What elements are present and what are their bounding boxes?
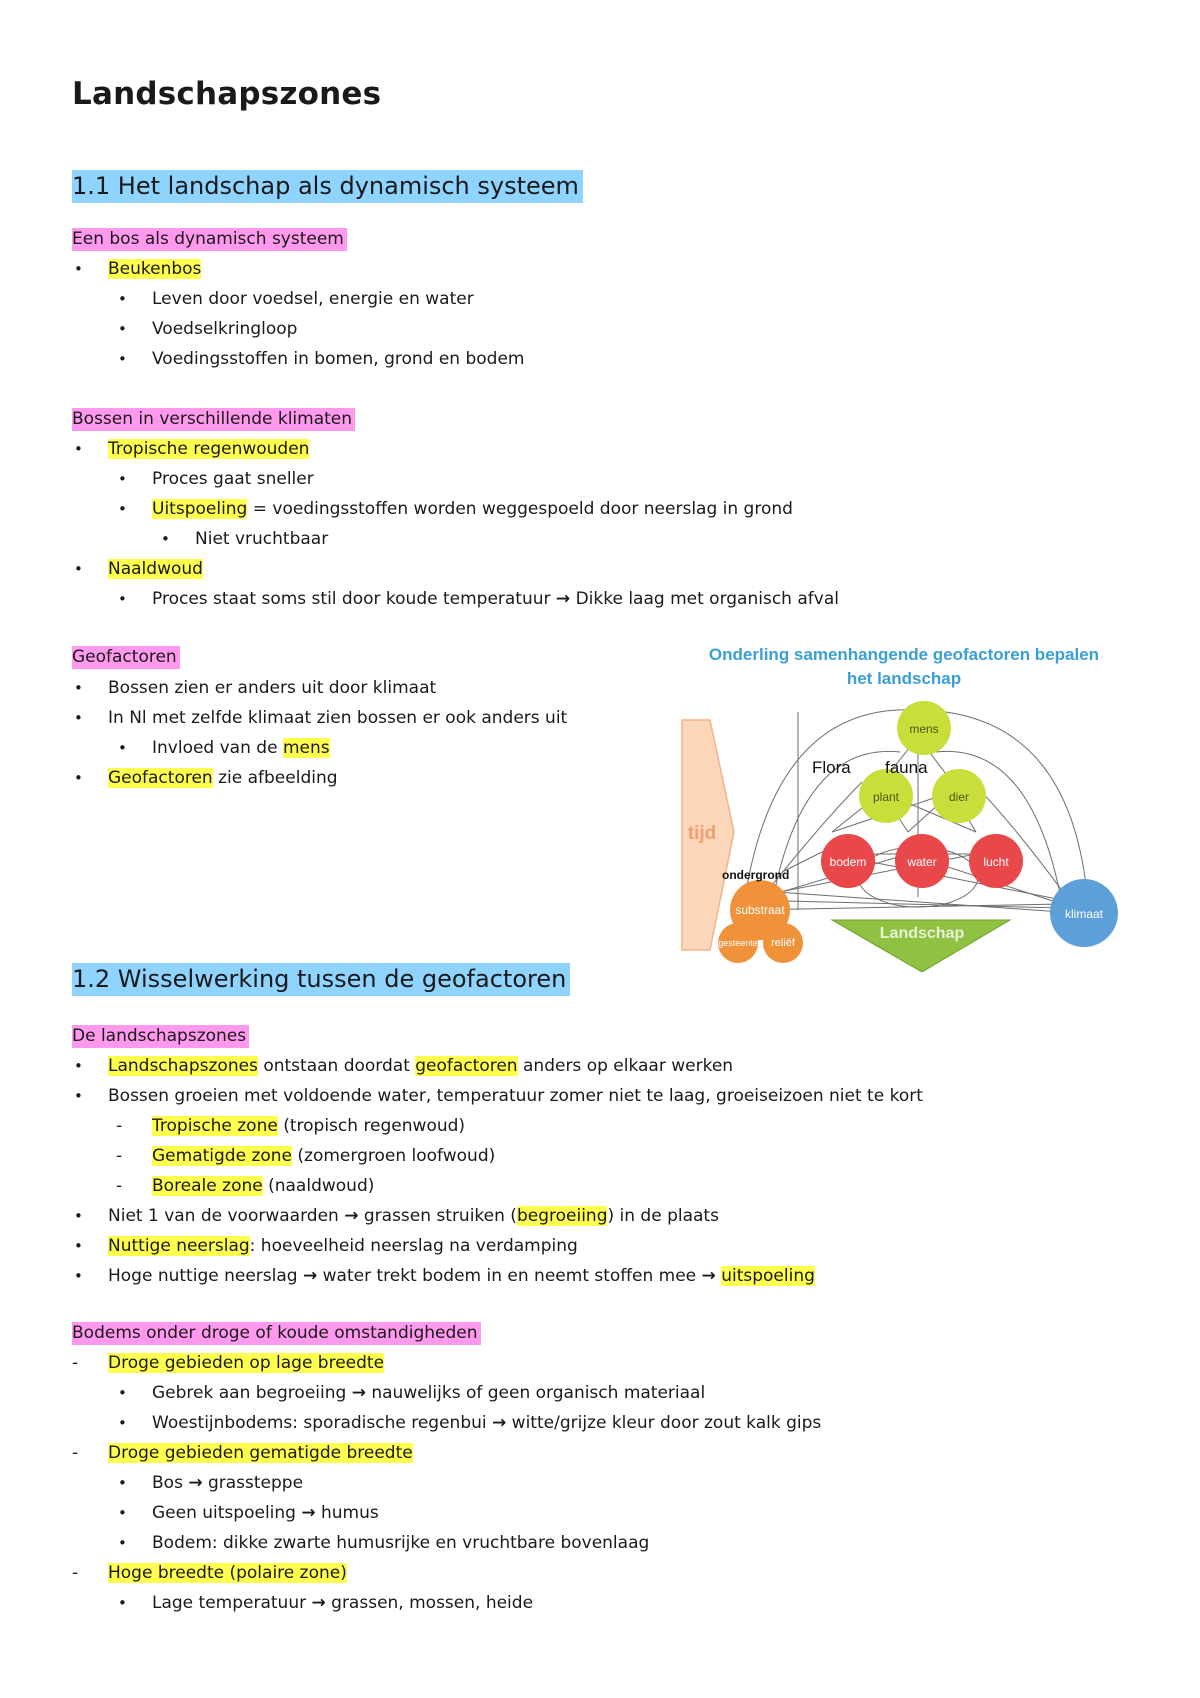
bullet-icon: • (74, 1207, 83, 1225)
item-text: ontstaan doordat (257, 1056, 416, 1076)
item-text: Woestijnbodems: sporadische regenbui (152, 1413, 493, 1433)
highlight-term: Droge gebieden op lage breedte (108, 1353, 385, 1373)
list-item (0, 1588, 821, 1618)
item-text: anders op elkaar werken (517, 1056, 734, 1076)
subheading-geofactoren: Geofactoren (72, 646, 180, 669)
section-heading-1-2: 1.2 Wisselwerking tussen de geofactoren (72, 963, 570, 996)
bullet-icon: • (74, 679, 83, 697)
arrow-right-icon: → (351, 1383, 366, 1403)
item-text: Voedselkringloop (152, 319, 298, 339)
flora-label: Flora (812, 758, 851, 777)
list-item (0, 284, 525, 314)
item-text: humus (315, 1503, 379, 1523)
list-item (0, 464, 839, 494)
dash-icon: - (72, 1563, 79, 1583)
item-text: Geen uitspoeling (152, 1503, 302, 1523)
subheading-bos-dynamisch: Een bos als dynamisch systeem (72, 228, 347, 251)
bullet-icon: • (118, 1474, 127, 1492)
list-item (0, 434, 839, 464)
bullet-icon: • (118, 500, 127, 518)
item-text: (zomergroen loofwoud) (292, 1146, 496, 1166)
subheading-bossen-klimaten: Bossen in verschillende klimaten (72, 408, 355, 431)
diagram-title-line2: het landschap (846, 669, 962, 688)
item-text: Niet vruchtbaar (195, 529, 329, 549)
dash-icon: - (116, 1116, 123, 1136)
bullet-icon: • (118, 1534, 127, 1552)
list-landschapszones (0, 1051, 923, 1291)
bullet-icon: • (74, 560, 83, 578)
bullet-icon: • (118, 1594, 127, 1612)
bullet-icon: • (118, 320, 127, 338)
water-label: water (907, 855, 937, 869)
list-item (0, 1051, 923, 1081)
arrow-right-icon: → (311, 1593, 326, 1613)
bullet-icon: • (118, 1414, 127, 1432)
highlight-term: Beukenbos (108, 259, 202, 279)
item-text: water trekt bodem in en neemt stoffen mee (317, 1266, 702, 1286)
list-item (0, 1171, 923, 1201)
list-item (0, 763, 567, 793)
highlight-term: Geofactoren (108, 768, 213, 788)
substraat-label: substraat (735, 903, 785, 917)
bodem-label: bodem (829, 855, 867, 869)
mens-label: mens (909, 722, 939, 736)
arrow-right-icon: → (555, 589, 571, 609)
tijd-label: tijd (687, 823, 717, 844)
item-text: (naaldwoud) (262, 1176, 375, 1196)
list-item (0, 554, 839, 584)
fauna-label: fauna (885, 758, 928, 777)
list-item (0, 1528, 821, 1558)
bullet-icon: • (118, 739, 127, 757)
list-item (0, 584, 839, 614)
item-text: nauwelijks of geen organisch materiaal (365, 1383, 706, 1403)
bullet-icon: • (118, 470, 127, 488)
highlight-term: Gematigde zone (152, 1146, 293, 1166)
highlight-term: Tropische regenwouden (108, 439, 310, 459)
item-text: Dikke laag met organisch afval (570, 589, 839, 609)
arrow-right-icon: → (344, 1206, 359, 1226)
list-item (0, 703, 567, 733)
lucht-label: lucht (983, 855, 1009, 869)
item-text: witte/grijze kleur door zout kalk gips (506, 1413, 822, 1433)
arrow-right-icon: → (492, 1413, 507, 1433)
list-item (0, 733, 567, 763)
geofactoren-diagram (672, 642, 1132, 972)
bullet-icon: • (118, 1384, 127, 1402)
highlight-term: Uitspoeling (152, 499, 248, 519)
list-item (0, 314, 525, 344)
bullet-icon: • (74, 1237, 83, 1255)
relief-label: reliëf (771, 937, 795, 949)
highlight-term: geofactoren (415, 1056, 518, 1076)
bullet-icon: • (74, 1057, 83, 1075)
dash-icon: - (116, 1176, 123, 1196)
highlight-term: Tropische zone (152, 1116, 278, 1136)
item-text: Bossen groeien met voldoende water, temperatuur zomer niet te laag, groeiseizoen niet te kort (108, 1086, 923, 1106)
item-text: = voedingsstoffen worden weggespoeld door neerslag in grond (247, 499, 793, 519)
item-text: Gebrek aan begroeiing (152, 1383, 352, 1403)
highlight-term: Boreale zone (152, 1176, 263, 1196)
item-text: ) in de plaats (607, 1206, 719, 1226)
list-item (0, 1231, 923, 1261)
highlight-term: Droge gebieden gematigde breedte (108, 1443, 413, 1463)
highlight-term: uitspoeling (721, 1266, 815, 1286)
item-text: Bodem: dikke zwarte humusrijke en vruchtbare bovenlaag (152, 1533, 650, 1553)
item-text: grassen struiken ( (358, 1206, 517, 1226)
highlight-term: Naaldwoud (108, 559, 203, 579)
bullet-icon: • (74, 260, 83, 278)
list-item (0, 1408, 821, 1438)
bullet-icon: • (118, 350, 127, 368)
item-text: Hoge nuttige neerslag (108, 1266, 303, 1286)
arrow-right-icon: → (302, 1266, 318, 1286)
bullet-icon: • (118, 1504, 127, 1522)
bullet-icon: • (74, 769, 83, 787)
bullet-icon: • (118, 590, 127, 608)
subheading-bodems: Bodems onder droge of koude omstandigheden (72, 1322, 481, 1345)
item-text: Invloed van de (152, 738, 283, 758)
list-item (0, 1081, 923, 1111)
list-item (0, 1261, 923, 1291)
item-text: Proces staat soms stil door koude temperatuur (152, 589, 556, 609)
arrow-right-icon: → (301, 1503, 316, 1523)
list-item (0, 1111, 923, 1141)
item-text: Bos (152, 1473, 189, 1493)
item-text: grassteppe (202, 1473, 304, 1493)
list-item (0, 673, 567, 703)
item-text: zie afbeelding (212, 768, 338, 788)
list-item (0, 1141, 923, 1171)
highlight-term: Landschapszones (108, 1056, 258, 1076)
item-text: : hoeveelheid neerslag na verdamping (249, 1236, 578, 1256)
list-item (0, 1558, 821, 1588)
landschap-label: Landschap (879, 925, 965, 942)
item-text: Lage temperatuur (152, 1593, 312, 1613)
list-bos-dynamisch (0, 254, 525, 374)
dash-icon: - (72, 1353, 79, 1373)
dash-icon: - (72, 1443, 79, 1463)
item-text: Bossen zien er anders uit door klimaat (108, 678, 437, 698)
item-text: Niet 1 van de voorwaarden (108, 1206, 345, 1226)
item-text: grassen, mossen, heide (325, 1593, 534, 1613)
klimaat-label: klimaat (1064, 907, 1104, 921)
list-bossen-klimaten (0, 434, 839, 614)
bullet-icon: • (74, 440, 83, 458)
diagram-title-line1: Onderling samenhangende geofactoren bepalen (708, 645, 1100, 664)
item-text: In Nl met zelfde klimaat zien bossen er ook anders uit (108, 708, 568, 728)
list-geofactoren (0, 673, 567, 793)
ondergrond-label: ondergrond (722, 868, 790, 882)
highlight-term: Nuttige neerslag (108, 1236, 250, 1256)
section-heading-1-1: 1.1 Het landschap als dynamisch systeem (72, 170, 583, 203)
list-item (0, 1378, 821, 1408)
bullet-icon: • (118, 290, 127, 308)
gesteente-label: gesteente (718, 938, 758, 948)
item-text: Proces gaat sneller (152, 469, 314, 489)
plant-label: plant (872, 790, 900, 804)
dash-icon: - (116, 1146, 123, 1166)
highlight-term: mens (282, 738, 330, 758)
list-item (0, 524, 839, 554)
document-title: Landschapszones (72, 76, 382, 112)
bullet-icon: • (74, 1267, 83, 1285)
item-text: Voedingsstoffen in bomen, grond en bodem (152, 349, 525, 369)
list-item (0, 1438, 821, 1468)
arrow-right-icon: → (701, 1266, 716, 1286)
list-item (0, 254, 525, 284)
dier-label: dier (948, 790, 970, 804)
highlight-term: begroeiing (516, 1206, 608, 1226)
list-item (0, 1468, 821, 1498)
list-item (0, 1201, 923, 1231)
item-text: (tropisch regenwoud) (277, 1116, 466, 1136)
list-bodems (0, 1348, 821, 1618)
list-item (0, 1348, 821, 1378)
list-item (0, 494, 839, 524)
item-text: Leven door voedsel, energie en water (152, 289, 474, 309)
highlight-term: Hoge breedte (polaire zone) (108, 1563, 347, 1583)
list-item (0, 344, 525, 374)
bullet-icon: • (74, 709, 83, 727)
subheading-landschapszones: De landschapszones (72, 1025, 249, 1048)
bullet-icon: • (161, 530, 170, 548)
bullet-icon: • (74, 1087, 83, 1105)
arrow-right-icon: → (188, 1473, 203, 1493)
list-item (0, 1498, 821, 1528)
